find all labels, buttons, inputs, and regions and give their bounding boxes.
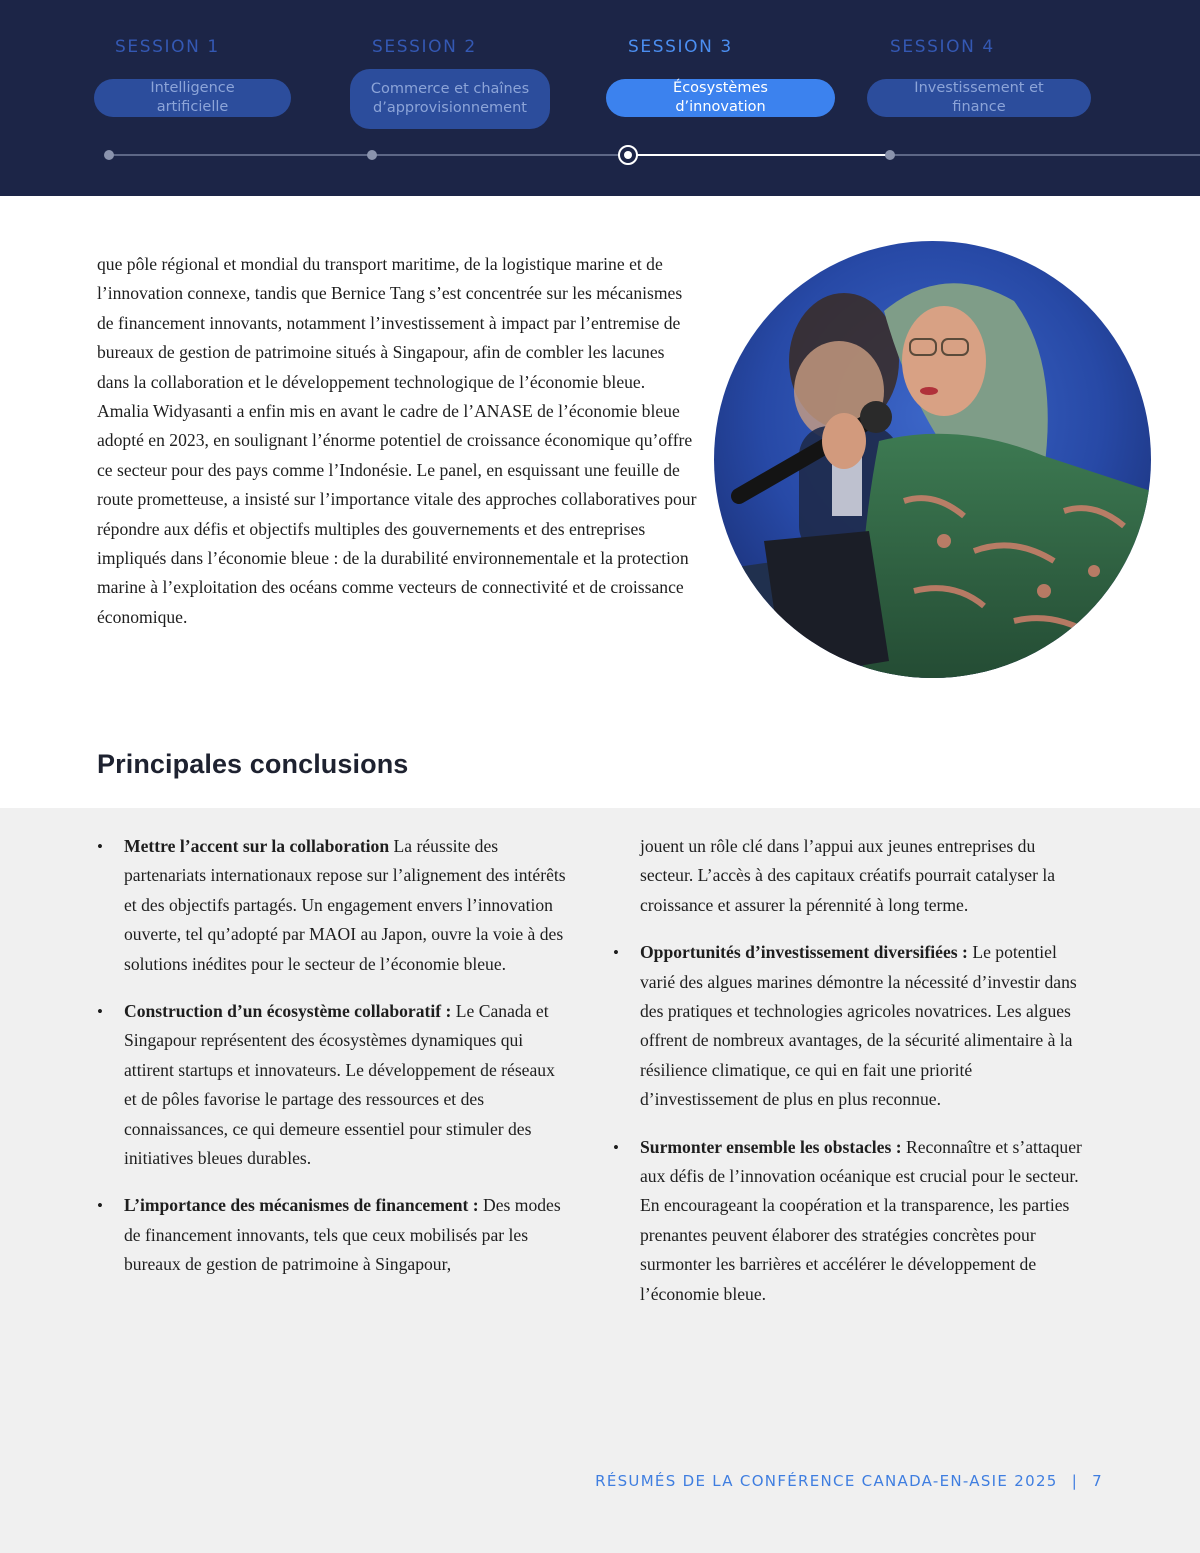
list-item-text: Le potentiel varié des algues marines démontre la nécessité d’investir dans des pratiques et technologies agricoles novatrices. Les algues offrent de nombreux avantages, de la sécurité alimentaire à la résilience climatique, ce qui en fait une priorité d’investissement de plus en plus reconnue.: [640, 942, 1077, 1110]
intro-paragraph: que pôle régional et mondial du transport maritime, de la logistique marine et de l’innovation connexe, tandis que Bernice Tang s’est concentrée sur les mécanismes de financement innovants, notamment l’investissement à impact par l’entremise de bureaux de gestion de patrimoine situés à Singapour, afin de combler les lacunes dans la collaboration et le développement technologique de l’économie bleue. Amalia Widyasanti a enfin mis en avant le cadre de l’ANASE de l’économie bleue adopté en 2023, en soulignant l’énorme potentiel de croissance économique qu’offre ce secteur pour des pays comme l’Indonésie. Le panel, en esquissant une feuille de route prometteuse, a insisté sur l’importance vitale des approches collaboratives pour répondre aux défis et objectifs multiples des gouvernements et des entreprises impliqués dans l’économie bleue : de la durabilité environnementale et la protection marine à l’exploitation des océans comme vecteurs de connectivité et de croissance économique.: [97, 254, 697, 627]
bullet-icon: •: [97, 837, 103, 856]
session-navigation: [0, 0, 1200, 196]
list-item-text: La réussite des partenariats internationaux repose sur l’alignement des intérêts et des objectifs partagés. Un engagement envers l’innovation ouverte, tel qu’adopté par MAOI au Japon, ouvre la voie à des solutions inédites pour le secteur de l’économie bleue.: [124, 836, 566, 974]
session-4-label: SESSION 4: [890, 37, 995, 57]
session-3-label: SESSION 3: [628, 37, 733, 57]
section-title: Principales conclusions: [97, 749, 409, 779]
session-2-title-line1: Commerce et chaînes: [370, 81, 530, 97]
conclusions-column-left: [97, 832, 567, 1298]
page-number: 7: [1092, 1472, 1103, 1490]
list-item: [97, 1191, 567, 1279]
list-item-title: Construction d’un écosystème collaboratif :: [124, 1001, 452, 1022]
timeline-dot-4: [885, 150, 895, 160]
list-item: [613, 1133, 1083, 1309]
footer-separator: |: [1071, 1472, 1079, 1490]
timeline-dot-1: [104, 150, 114, 160]
session-4-pill[interactable]: Investissement et finance: [867, 79, 1091, 117]
bullet-icon: •: [613, 1137, 619, 1157]
list-item-title: Surmonter ensemble les obstacles :: [640, 1136, 902, 1157]
list-item-text: Reconnaître et s’attaquer aux défis de l’innovation océanique est crucial pour le secteur. En encourageant la coopération et la transparence, les parties prenantes peuvent élaborer des stratégies concrètes pour surmonter les barrières et accélérer le développement de l’économie bleue.: [640, 1136, 1082, 1304]
page-footer: [595, 1472, 1103, 1490]
bullet-icon: •: [97, 1002, 103, 1022]
session-2-label: SESSION 2: [372, 37, 477, 57]
list-item: [97, 832, 567, 979]
list-item-title: Opportunités d’investissement diversifiées :: [640, 942, 968, 963]
timeline-dot-2: [367, 150, 377, 160]
bullet-icon: •: [97, 1196, 103, 1216]
list-item-title: L’importance des mécanismes de financement :: [124, 1195, 479, 1216]
session-1-label: SESSION 1: [115, 37, 220, 57]
bullet-icon: •: [613, 943, 619, 963]
list-item-text: Des modes de financement innovants, tels que ceux mobilisés par les bureaux de gestion de patrimoine à Singapour,: [124, 1195, 561, 1275]
list-item-continuation: jouent un rôle clé dans l’appui aux jeunes entreprises du secteur. L’accès à des capitaux créatifs pourrait catalyser la croissance et assurer la pérennité à long terme.: [640, 836, 1056, 915]
conclusions-column-right: [613, 832, 1083, 1327]
session-3-pill[interactable]: Écosystèmes d’innovation: [606, 79, 835, 117]
session-2-title-line2: d’approvisionnement: [373, 100, 527, 116]
footer-title: RÉSUMÉS DE LA CONFÉRENCE CANADA-EN-ASIE 2025: [595, 1472, 1058, 1490]
timeline-dot-3-active: [618, 145, 638, 165]
timeline-track-current: [628, 154, 890, 156]
list-item: [97, 997, 567, 1173]
list-item-title: Mettre l’accent sur la collaboration: [124, 836, 390, 856]
session-2-pill[interactable]: [350, 69, 550, 129]
list-item-text: Le Canada et Singapour représentent des écosystèmes dynamiques qui attirent startups et innovateurs. Le développement de réseaux et de pôles favorise le partage des ressources et des connaissances, ce qui demeure essentiel pour stimuler des initiatives bleues durables.: [124, 1001, 555, 1169]
session-1-pill[interactable]: Intelligence artificielle: [94, 79, 291, 117]
list-item: [613, 938, 1083, 1114]
speaker-photo: [714, 241, 1151, 678]
